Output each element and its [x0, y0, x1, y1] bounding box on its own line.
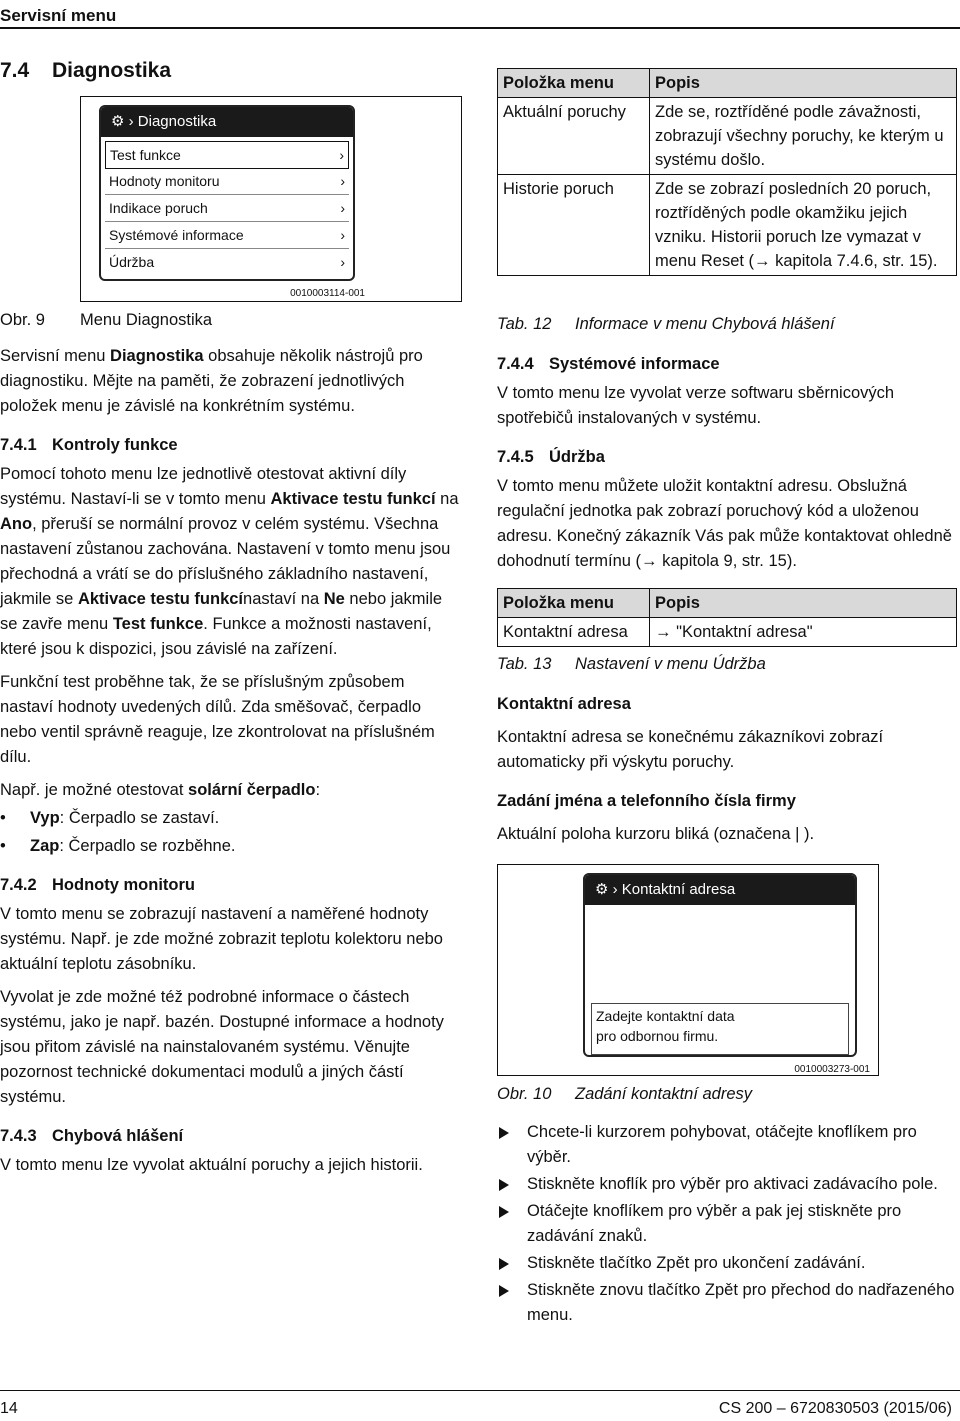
chevron-right-icon: ›: [340, 173, 345, 189]
right-column: [497, 352, 957, 574]
section-heading: [0, 58, 171, 83]
list-item: Stiskněte tlačítko Zpět pro ukončení zadávání.: [497, 1251, 957, 1276]
menu-item-udrzba[interactable]: Údržba ›: [105, 249, 349, 275]
contact-input-field[interactable]: Zadejte kontaktní data pro odbornou firmu.: [591, 1003, 849, 1055]
triangle-right-icon: [499, 1179, 509, 1191]
column-header: Položka menu: [498, 589, 650, 618]
bullet-dot-icon: •: [0, 837, 6, 855]
paragraph-743-1: V tomto menu lze vyvolat aktuální poruchy a jejich historii.: [0, 1156, 423, 1174]
figure-kontaktni-adresa: [497, 864, 879, 1076]
page-header: [0, 0, 960, 30]
table-udrzba: [497, 588, 957, 647]
table-row: [498, 175, 957, 276]
table-cell: Historie poruch: [498, 175, 650, 276]
list-item: Stiskněte knoflík pro výběr pro aktivaci zadávacího pole.: [497, 1172, 957, 1197]
chevron-right-icon: ›: [340, 227, 345, 243]
table-caption: Tab. 13 Nastavení v menu Údržba: [497, 655, 766, 673]
figure-image-id: 0010003114-001: [290, 288, 365, 299]
triangle-right-icon: [499, 1127, 509, 1139]
chevron-right-icon: ›: [340, 200, 345, 216]
intro-paragraph: Servisní menu Diagnostika obsahuje několik nástrojů pro diagnostiku. Mějte na paměti, že zobrazení jednotlivých položek menu je závislé na konkrétním systému.: [0, 347, 423, 415]
chevron-right-icon: ›: [339, 147, 344, 163]
list-item: • Vyp: Čerpadlo se zastaví.: [0, 806, 462, 831]
list-item: Stiskněte znovu tlačítko Zpět pro přechod do nadřazeného menu.: [497, 1278, 957, 1328]
paragraph-741-2: Funkční test proběhne tak, že se příslušným způsobem nastaví hodnoty uvedených dílů. Zda směšovač, čerpadlo nebo ventil správně reaguje, lze zkontrolovat na příslušném dílu.: [0, 673, 435, 766]
menu-item-systemove-informace[interactable]: Systémové informace ›: [105, 222, 349, 249]
header-rule: [0, 27, 960, 29]
column-header: Popis: [650, 589, 957, 618]
triangle-right-icon: [499, 1285, 509, 1297]
running-title: Servisní menu: [0, 6, 117, 25]
screen-title-bar: [101, 107, 353, 137]
column-header: Položka menu: [498, 69, 650, 98]
document-id: CS 200 – 6720830503 (2015/06): [718, 1400, 952, 1417]
chevron-right-icon: ›: [340, 254, 345, 270]
chevron-right-icon: ›: [612, 881, 622, 898]
menu-item-indikace-poruch[interactable]: Indikace poruch ›: [105, 195, 349, 222]
kontakt-section: [497, 692, 957, 847]
screen-title-bar: [585, 875, 855, 905]
table-cell: Zde se zobrazí posledních 20 poruch, roztříděných podle okamžiku jejich vzniku. Historii poruch lze vymazat v menu Reset (→ kapitola 7.4.6, str. 15).: [650, 175, 957, 276]
chevron-right-icon: ›: [128, 113, 138, 130]
paragraph-744-1: V tomto menu lze vyvolat verze softwaru sběrnicových spotřebičů instalovaných v systému.: [497, 384, 895, 427]
left-column: [0, 344, 462, 1178]
bullet-dot-icon: •: [0, 809, 6, 827]
paragraph-742-1: V tomto menu se zobrazují nastavení a naměřené hodnoty systému. Např. je zde možné zobrazit teplotu kolektoru nebo aktuální teplotu zásobníku.: [0, 905, 443, 973]
wrench-icon: ⚙: [111, 113, 125, 130]
paragraph-745-1: V tomto menu můžete uložit kontaktní adresu. Obslužná regulační jednotka pak zobrazí poruchový kód a uloženou adresu. Konečný zákazník Vás pak může kontaktovat ohledně dohodnutí termínu (→ kapitola 9, str. 15).: [497, 477, 952, 570]
paragraph-742-2: Vyvolat je zde možné též podrobné informace o částech systému, jako je např. bazén. Dostupné informace a hodnoty jsou přitom závislé na nainstalovaném systému. Věnujte pozornost technické dokumentaci modulů a jiných částí systému.: [0, 988, 444, 1106]
screen-title: Diagnostika: [137, 113, 217, 130]
table-header-row: [498, 589, 957, 618]
subsection-heading-741: 7.4.1 Kontroly funkce: [0, 436, 178, 454]
kontakt-heading: Kontaktní adresa: [497, 695, 631, 713]
steps-list: [497, 1120, 957, 1328]
subsection-heading-742: 7.4.2 Hodnoty monitoru: [0, 876, 195, 894]
subsection-heading-743: 7.4.3 Chybová hlášení: [0, 1127, 184, 1145]
screen-title: Kontaktní adresa: [621, 881, 736, 898]
column-header: Popis: [650, 69, 957, 98]
triangle-right-icon: [499, 1206, 509, 1218]
table-row: [498, 618, 957, 647]
menu-item-test-funkce[interactable]: Test funkce ›: [105, 141, 349, 169]
section-title: Diagnostika: [52, 59, 172, 82]
kontakt-paragraph: Kontaktní adresa se konečnému zákazníkovi zobrazí automaticky při výskytu poruchy.: [497, 728, 884, 771]
subsection-heading-744: 7.4.4 Systémové informace: [497, 355, 720, 373]
device-screen: [583, 873, 857, 1057]
zadani-heading: Zadání jména a telefonního čísla firmy: [497, 792, 796, 810]
table-chybova-hlaseni: [497, 68, 957, 276]
list-item: • Zap: Čerpadlo se rozběhne.: [0, 834, 462, 859]
paragraph-741-1: Pomocí tohoto menu lze jednotlivě otestovat aktivní díly systému. Nastaví-li se v tomto menu Aktivace testu funkcí na Ano, přeruší se normální provoz v celém systému. Všechna nastavení zůstanou zachována. Nastavení v tomto menu jsou přechodná a vrátí se do příslušného základního nastavení, jakmile se Aktivace testu funkcínastaví na Ne nebo jakmile se zavře menu Test funkce. Funkce a možnosti nastavení, které jsou k dispozici, jsou závislé na zařízení.: [0, 465, 459, 658]
figure-image-id: 0010003273-001: [794, 1064, 870, 1075]
table-cell: Aktuální poruchy: [498, 98, 650, 175]
wrench-icon: ⚙: [595, 881, 609, 898]
figure-diagnostika-menu: [80, 96, 462, 302]
page-number: 14: [0, 1400, 18, 1417]
device-screen: [99, 105, 355, 281]
table-header-row: [498, 69, 957, 98]
table-cell: → "Kontaktní adresa": [650, 618, 957, 647]
figure-caption: Obr. 9 Menu Diagnostika: [0, 311, 213, 329]
section-number: 7.4: [0, 59, 30, 82]
table-cell: Zde se, roztříděné podle závažnosti, zobrazují všechny poruchy, ke kterým u systému došlo.: [650, 98, 957, 175]
paragraph-741-3: Např. je možné otestovat solární čerpadlo:: [0, 781, 321, 799]
zadani-paragraph: Aktuální poloha kurzoru bliká (označena | ).: [497, 825, 815, 843]
table-cell: Kontaktní adresa: [498, 618, 650, 647]
footer-rule: [0, 1390, 960, 1391]
list-item: Chcete-li kurzorem pohybovat, otáčejte knoflíkem pro výběr.: [497, 1120, 957, 1170]
table-caption: Tab. 12 Informace v menu Chybová hlášení: [497, 315, 835, 333]
menu-item-hodnoty-monitoru[interactable]: Hodnoty monitoru ›: [105, 168, 349, 195]
triangle-right-icon: [499, 1258, 509, 1270]
table-row: [498, 98, 957, 175]
list-item: Otáčejte knoflíkem pro výběr a pak jej stiskněte pro zadávání znaků.: [497, 1199, 957, 1249]
figure-caption: Obr. 10 Zadání kontaktní adresy: [497, 1085, 753, 1103]
subsection-heading-745: 7.4.5 Údržba: [497, 448, 605, 466]
